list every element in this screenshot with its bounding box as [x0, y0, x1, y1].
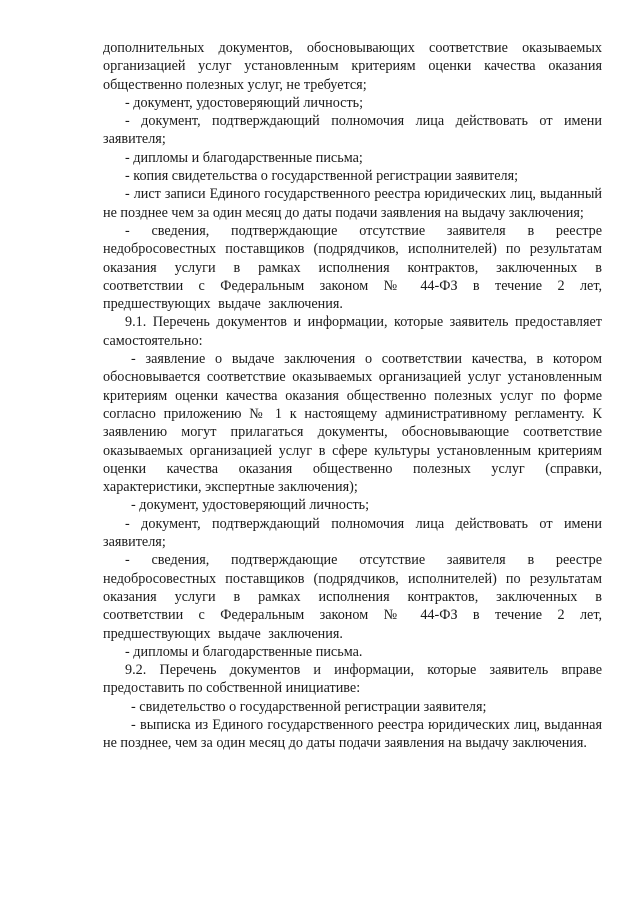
list-item-authority-document: - документ, подтверждающий полномочия лица действовать от имени заявителя;	[103, 113, 602, 148]
list-item-registration-copy: - копия свидетельства о государственной регистрации заявителя;	[125, 168, 519, 185]
list-item-diplomas: - дипломы и благодарственные письма;	[125, 149, 363, 166]
list-item-registration-certificate: - свидетельство о государственной регистрации заявителя;	[131, 698, 487, 715]
list-item-egrul-extract: - выписка из Единого государственного реестра юридических лиц, выданная не позднее, чем за один месяц до даты подачи заявления на выдачу заключения.	[103, 716, 602, 752]
list-item-identity-document-2: - документ, удостоверяющий личность;	[131, 497, 370, 514]
list-item-unfair-suppliers-info: - сведения, подтверждающие отсутствие заявителя в реестре недобросовестных поставщиков (подрядчиков, исполнителей) по результатам оказания услуги в рамках исполнения контрактов, заключенных в соответствии с Федеральным законом № 44-ФЗ в течение 2 лет, предшествующих выдаче заключения.	[103, 222, 602, 313]
section-9-1-heading: 9.1. Перечень документов и информации, которые заявитель предоставляет самостоятельно:	[103, 314, 602, 349]
list-item-unfair-suppliers-info-2: - сведения, подтверждающие отсутствие заявителя в реестре недобросовестных поставщиков (подрядчиков, исполнителей) по результатам оказания услуги в рамках исполнения контрактов, заключенных в соответствии с Федеральным законом № 44-ФЗ в течение 2 лет, предшествующих выдаче заключения.	[103, 552, 602, 642]
list-item-diplomas-2: - дипломы и благодарственные письма.	[125, 643, 363, 660]
paragraph-intro: дополнительных документов, обосновывающих соответствие оказываемых организацией услуг установленным критериям оценки качества оказания общественно полезных услуг, не требуется;	[103, 40, 602, 93]
section-9-2-heading: 9.2. Перечень документов и информации, которые заявитель вправе предоставить по собственной инициативе:	[103, 662, 602, 697]
list-item-application: - заявление о выдаче заключения о соответствии качества, в котором обосновывается соответствие оказываемых организацией услуг установленным критериям оценки качества оказания общественно полезных услуг по форме согласно приложению № 1 к настоящему административному регламенту. К заявлению могут прилагаться документы, обосновывающие соответствие оказываемых организацией услуг в сфере культуры установленным критериям оценки качества оказания общественно полезных услуг (справки, характеристики, экспертные заключения);	[103, 351, 602, 496]
list-item-identity-document: - документ, удостоверяющий личность;	[125, 94, 364, 111]
list-item-authority-document-2: - документ, подтверждающий полномочия лица действовать от имени заявителя;	[103, 515, 602, 551]
list-item-egrul-record: - лист записи Единого государственного реестра юридических лиц, выданный не позднее чем за один месяц до даты подачи заявления на выдачу заключения;	[103, 186, 602, 221]
